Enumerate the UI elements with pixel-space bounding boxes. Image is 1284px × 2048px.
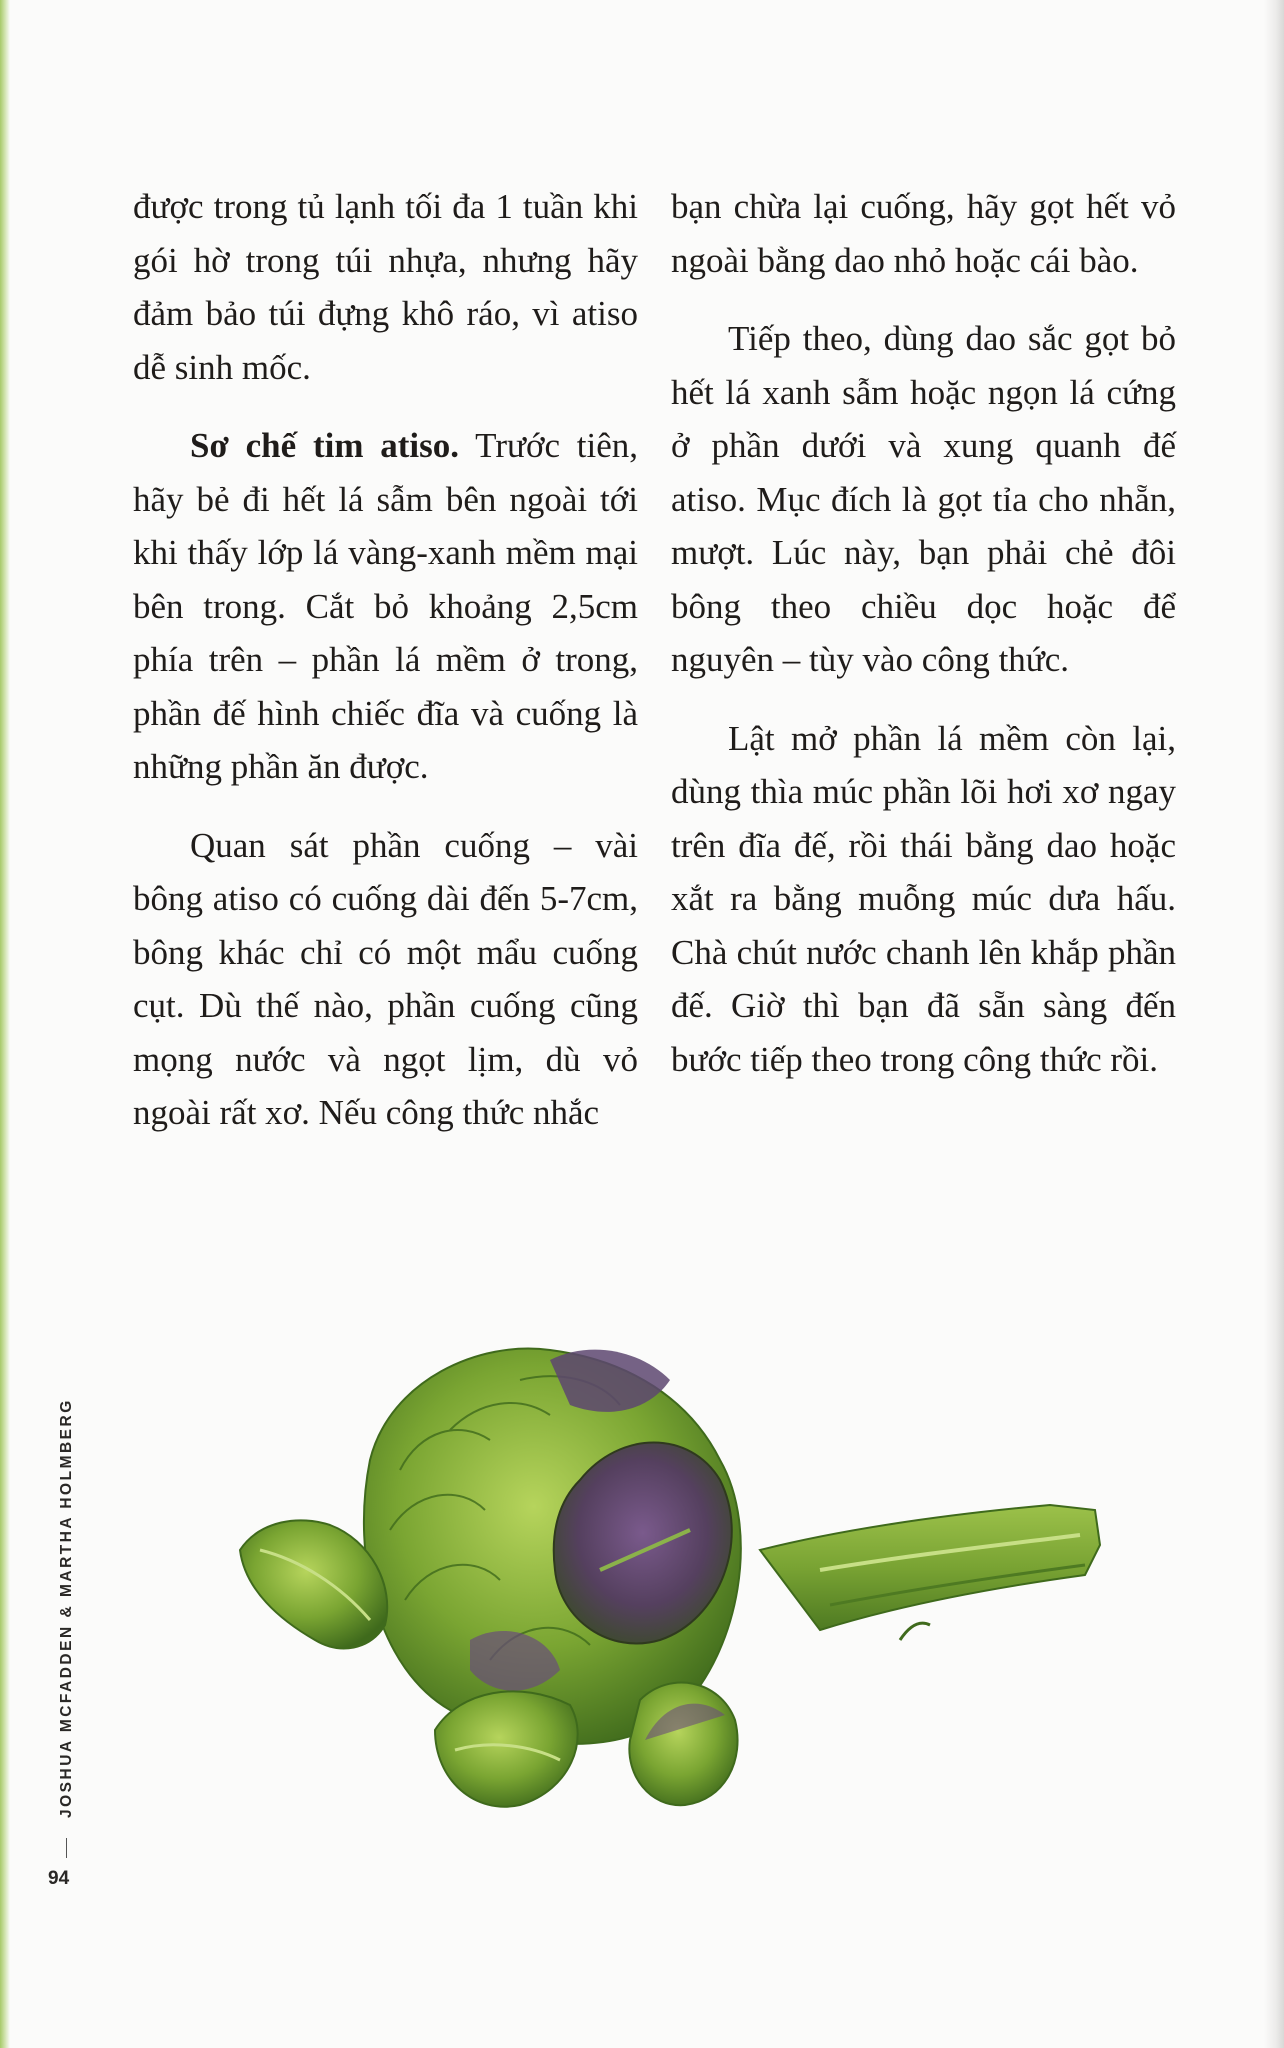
artichoke-illustration: [220, 1320, 1120, 1840]
paragraph: bạn chừa lại cuống, hãy gọt hết vỏ ngoài bằng dao nhỏ hoặc cái bào.: [671, 187, 1176, 280]
paragraph: Quan sát phần cuống – vài bông atiso có cuống dài đến 5-7cm, bông khác chỉ có một mẩu cuống cụt. Dù thế nào, phần cuống cũng mọng nước và ngọt lịm, dù vỏ ngoài rất xơ. Nếu công thức nhắc: [133, 825, 638, 1132]
page-edge-left: [0, 0, 10, 2048]
run-in-heading: Sơ chế tim atiso.: [190, 426, 460, 465]
paragraph: Tiếp theo, dùng dao sắc gọt bỏ hết lá xanh sẫm hoặc ngọn lá cứng ở phần dưới và xung quanh đế atiso. Mục đích là gọt tỉa cho nhẵn, mượt. Lúc này, bạn phải chẻ đôi bông theo chiều dọc hoặc để nguyên – tùy vào công thức.: [671, 319, 1176, 679]
running-head-authors: JOSHUA MCFADDEN & MARTHA HOLMBERG: [58, 1398, 75, 1818]
paragraph: được trong tủ lạnh tối đa 1 tuần khi gói hờ trong túi nhựa, nhưng hãy đảm bảo túi đựng khô ráo, vì atiso dễ sinh mốc.: [133, 187, 638, 387]
folio-rule: [66, 1838, 67, 1858]
paragraph-heart-prep: [133, 419, 638, 794]
paragraph: Lật mở phần lá mềm còn lại, dùng thìa múc phần lõi hơi xơ ngay trên đĩa đế, rồi thái bằng dao hoặc xắt ra bằng muỗng múc dưa hấu. Chà chút nước chanh lên khắp phần đế. Giờ thì bạn đã sẵn sàng đến bước tiếp theo trong công thức rồi.: [671, 718, 1176, 1079]
paragraph-body: Trước tiên, hãy bẻ đi hết lá sẫm bên ngoài tới khi thấy lớp lá vàng-xanh mềm mại bên trong. Cắt bỏ khoảng 2,5cm phía trên – phần lá mềm ở trong, phần đế hình chiếc đĩa và cuống là những phần ăn được.: [133, 426, 638, 786]
page-edge-right: [1264, 0, 1284, 2048]
text-column-right: [671, 180, 1176, 1086]
page-number: 94: [48, 1868, 70, 1889]
text-column-left: [133, 180, 638, 1140]
